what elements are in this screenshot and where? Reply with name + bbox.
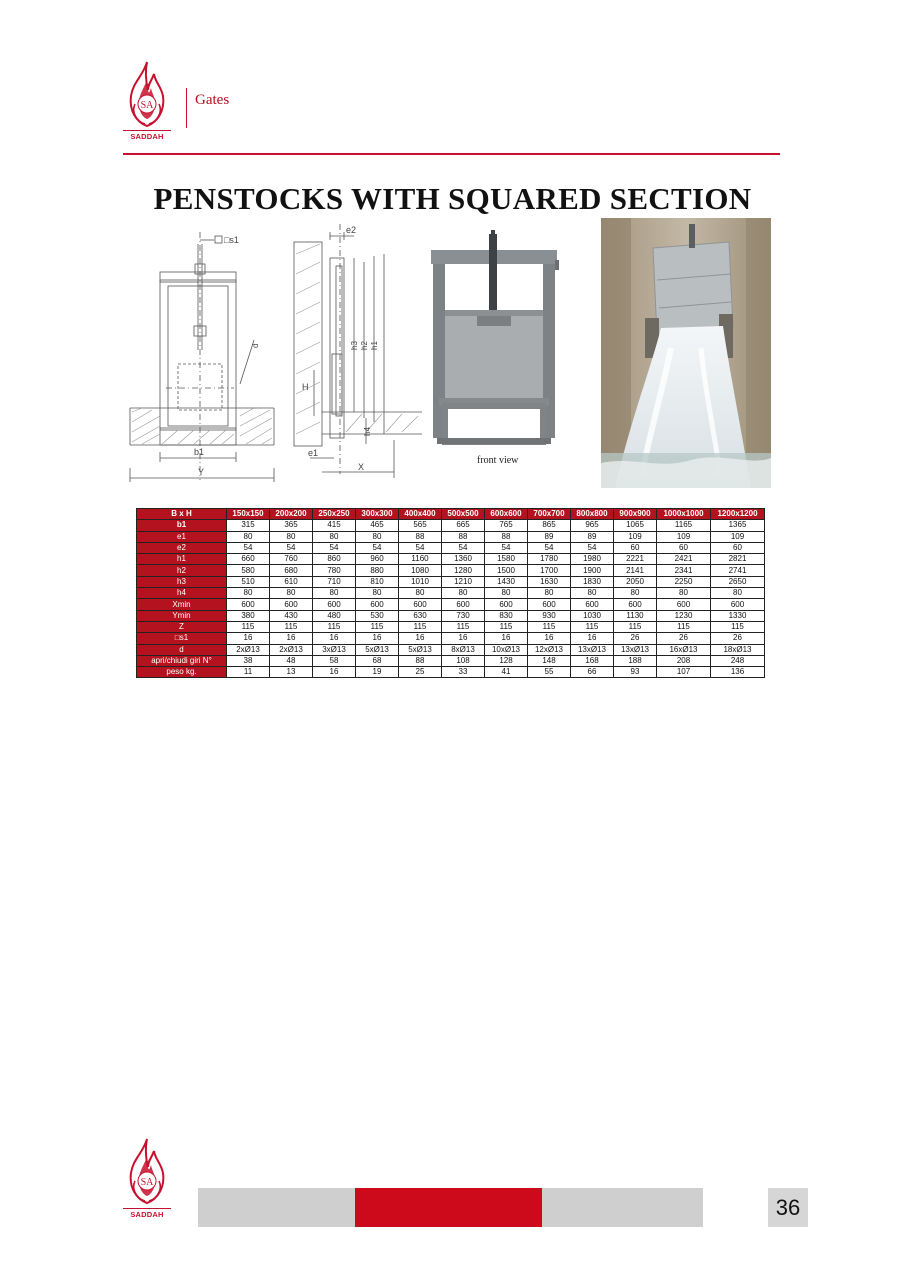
table-row: [137, 576, 765, 587]
table-cell: 208: [657, 655, 711, 666]
table-cell: 1830: [571, 576, 614, 587]
table-cell: 25: [399, 667, 442, 678]
section-label: Gates: [195, 92, 230, 108]
table-row: [137, 621, 765, 632]
table-cell: 16xØ13: [657, 644, 711, 655]
table-cell: 55: [528, 667, 571, 678]
table-cell: 109: [614, 531, 657, 542]
table-cell: 109: [657, 531, 711, 542]
row-label: □s1: [137, 633, 227, 644]
table-cell: 2421: [657, 554, 711, 565]
table-cell: 1900: [571, 565, 614, 576]
row-label: e1: [137, 531, 227, 542]
table-cell: 54: [227, 542, 270, 553]
installed-penstock-photo: [601, 218, 771, 488]
table-cell: 19: [356, 667, 399, 678]
table-cell: 665: [442, 520, 485, 531]
row-label: peso kg.: [137, 667, 227, 678]
table-cell: 54: [313, 542, 356, 553]
table-cell: 80: [227, 531, 270, 542]
table-cell: 600: [270, 599, 313, 610]
table-cell: 26: [614, 633, 657, 644]
column-header: 900x900: [614, 509, 657, 520]
table-cell: 830: [485, 610, 528, 621]
table-cell: 600: [657, 599, 711, 610]
table-cell: 16: [528, 633, 571, 644]
table-cell: 108: [442, 655, 485, 666]
table-cell: 2xØ13: [227, 644, 270, 655]
table-cell: 315: [227, 520, 270, 531]
table-cell: 16: [313, 667, 356, 678]
table-cell: 26: [711, 633, 765, 644]
column-header: 400x400: [399, 509, 442, 520]
table-row: [137, 644, 765, 655]
table-cell: 1500: [485, 565, 528, 576]
table-cell: 1360: [442, 554, 485, 565]
table-cell: 365: [270, 520, 313, 531]
table-cell: 80: [356, 531, 399, 542]
table-cell: 710: [313, 576, 356, 587]
table-cell: 54: [356, 542, 399, 553]
dim-label-h: H: [302, 382, 309, 392]
header-divider: [186, 88, 187, 128]
table-cell: 10xØ13: [485, 644, 528, 655]
table-cell: 16: [313, 633, 356, 644]
table-cell: 168: [571, 655, 614, 666]
table-row: [137, 554, 765, 565]
table-cell: 115: [528, 621, 571, 632]
table-cell: 8xØ13: [442, 644, 485, 655]
table-cell: 16: [356, 633, 399, 644]
table-cell: 600: [356, 599, 399, 610]
table-cell: 1165: [657, 520, 711, 531]
table-cell: 115: [571, 621, 614, 632]
table-cell: 1130: [614, 610, 657, 621]
column-header: 500x500: [442, 509, 485, 520]
table-cell: 765: [485, 520, 528, 531]
table-corner-cell: B x H: [137, 509, 227, 520]
penstock-spec-table: [136, 508, 765, 678]
page-number: 36: [768, 1188, 808, 1227]
table-cell: 1030: [571, 610, 614, 621]
table-row: [137, 542, 765, 553]
front-view-caption: front view: [477, 455, 519, 466]
logo-brand-name: SADDAH: [130, 132, 164, 141]
dim-label-e1: e1: [308, 448, 319, 458]
table-cell: 128: [485, 655, 528, 666]
dim-label-h3: h3: [350, 341, 359, 350]
table-cell: 780: [313, 565, 356, 576]
table-cell: 16: [399, 633, 442, 644]
column-header: 600x600: [485, 509, 528, 520]
table-cell: 80: [356, 588, 399, 599]
table-cell: 80: [270, 531, 313, 542]
table-cell: 80: [227, 588, 270, 599]
table-cell: 80: [399, 588, 442, 599]
table-cell: 54: [485, 542, 528, 553]
table-cell: 33: [442, 667, 485, 678]
table-cell: 1580: [485, 554, 528, 565]
table-cell: 12xØ13: [528, 644, 571, 655]
column-header: 1200x1200: [711, 509, 765, 520]
table-cell: 109: [711, 531, 765, 542]
table-cell: 16: [270, 633, 313, 644]
table-cell: 480: [313, 610, 356, 621]
table-cell: 54: [571, 542, 614, 553]
table-cell: 1010: [399, 576, 442, 587]
table-cell: 415: [313, 520, 356, 531]
table-cell: 80: [270, 588, 313, 599]
table-cell: 115: [711, 621, 765, 632]
table-cell: 80: [528, 588, 571, 599]
row-label: Ymin: [137, 610, 227, 621]
table-row: [137, 599, 765, 610]
table-cell: 188: [614, 655, 657, 666]
table-cell: 1065: [614, 520, 657, 531]
table-cell: 960: [356, 554, 399, 565]
table-cell: 248: [711, 655, 765, 666]
table-cell: 1700: [528, 565, 571, 576]
row-label: h4: [137, 588, 227, 599]
table-cell: 600: [313, 599, 356, 610]
table-cell: 93: [614, 667, 657, 678]
table-cell: 107: [657, 667, 711, 678]
dim-label-b1: b1: [194, 447, 205, 457]
dim-label-h1: h1: [370, 341, 379, 350]
table-cell: 115: [227, 621, 270, 632]
dim-label-h2: h2: [360, 341, 369, 350]
table-cell: 865: [528, 520, 571, 531]
row-label: apri/chiudi giri N°: [137, 655, 227, 666]
table-cell: 2821: [711, 554, 765, 565]
table-row: [137, 655, 765, 666]
table-cell: 5xØ13: [399, 644, 442, 655]
table-cell: 115: [356, 621, 399, 632]
table-cell: 80: [313, 588, 356, 599]
table-cell: 1160: [399, 554, 442, 565]
table-header-row: [137, 509, 765, 520]
table-cell: 18xØ13: [711, 644, 765, 655]
column-header: 200x200: [270, 509, 313, 520]
table-cell: 80: [313, 531, 356, 542]
table-cell: 1780: [528, 554, 571, 565]
table-cell: 115: [313, 621, 356, 632]
dim-label-x: X: [358, 462, 365, 472]
table-cell: 13xØ13: [614, 644, 657, 655]
table-cell: 2050: [614, 576, 657, 587]
table-cell: 2221: [614, 554, 657, 565]
table-row: [137, 588, 765, 599]
table-cell: 465: [356, 520, 399, 531]
table-cell: 38: [227, 655, 270, 666]
table-cell: 600: [399, 599, 442, 610]
table-cell: 2741: [711, 565, 765, 576]
table-cell: 16: [571, 633, 614, 644]
table-cell: 1430: [485, 576, 528, 587]
table-cell: 2250: [657, 576, 711, 587]
table-cell: 89: [571, 531, 614, 542]
dim-label-y: Y: [198, 467, 205, 477]
row-label: h2: [137, 565, 227, 576]
front-elevation-drawing: [122, 230, 282, 488]
table-cell: 1330: [711, 610, 765, 621]
table-cell: 1280: [442, 565, 485, 576]
table-cell: 600: [571, 599, 614, 610]
row-label: Xmin: [137, 599, 227, 610]
table-row: [137, 610, 765, 621]
table-cell: 1230: [657, 610, 711, 621]
table-cell: 565: [399, 520, 442, 531]
table-cell: 810: [356, 576, 399, 587]
table-cell: 2341: [657, 565, 711, 576]
table-cell: 88: [485, 531, 528, 542]
row-label: h3: [137, 576, 227, 587]
flame-icon: [121, 60, 173, 130]
table-cell: 13: [270, 667, 313, 678]
table-cell: 60: [657, 542, 711, 553]
table-cell: 600: [227, 599, 270, 610]
table-cell: 630: [399, 610, 442, 621]
table-cell: 580: [227, 565, 270, 576]
column-header: 800x800: [571, 509, 614, 520]
table-cell: 965: [571, 520, 614, 531]
dim-label-e2: e2: [346, 225, 357, 235]
table-cell: 1630: [528, 576, 571, 587]
table-cell: 115: [614, 621, 657, 632]
footer-saddah-logo: [121, 1136, 173, 1224]
table-cell: 1365: [711, 520, 765, 531]
table-cell: 54: [528, 542, 571, 553]
header-rule: [123, 153, 780, 155]
table-cell: 48: [270, 655, 313, 666]
table-cell: 60: [711, 542, 765, 553]
table-cell: 880: [356, 565, 399, 576]
table-cell: 26: [657, 633, 711, 644]
table-cell: 80: [711, 588, 765, 599]
row-label: b1: [137, 520, 227, 531]
footer-logo-brand-name: SADDAH: [130, 1210, 164, 1219]
table-cell: 148: [528, 655, 571, 666]
column-header: 150x150: [227, 509, 270, 520]
table-cell: 11: [227, 667, 270, 678]
table-row: [137, 565, 765, 576]
table-cell: 1210: [442, 576, 485, 587]
flame-icon: [121, 1136, 173, 1208]
table-cell: 16: [227, 633, 270, 644]
row-label: d: [137, 644, 227, 655]
table-cell: 600: [528, 599, 571, 610]
table-cell: 930: [528, 610, 571, 621]
table-cell: 660: [227, 554, 270, 565]
table-cell: 16: [442, 633, 485, 644]
table-cell: 860: [313, 554, 356, 565]
row-label: Z: [137, 621, 227, 632]
table-row: [137, 633, 765, 644]
column-header: 250x250: [313, 509, 356, 520]
table-cell: 2xØ13: [270, 644, 313, 655]
table-cell: 80: [442, 588, 485, 599]
table-cell: 5xØ13: [356, 644, 399, 655]
column-header: 700x700: [528, 509, 571, 520]
table-row: [137, 531, 765, 542]
table-cell: 88: [399, 655, 442, 666]
table-cell: 730: [442, 610, 485, 621]
table-cell: 41: [485, 667, 528, 678]
table-cell: 680: [270, 565, 313, 576]
table-cell: 115: [485, 621, 528, 632]
footer-red-block: [355, 1188, 542, 1227]
table-row: [137, 667, 765, 678]
table-cell: 66: [571, 667, 614, 678]
table-cell: 54: [399, 542, 442, 553]
page-title: PENSTOCKS WITH SQUARED SECTION: [153, 181, 752, 216]
table-cell: 54: [270, 542, 313, 553]
table-cell: 600: [614, 599, 657, 610]
footer-logo-monogram: SA: [140, 1177, 154, 1188]
table-cell: 58: [313, 655, 356, 666]
penstock-front-view-image: [425, 230, 593, 470]
dim-label-d: d: [251, 343, 260, 348]
table-cell: 88: [442, 531, 485, 542]
table-cell: 115: [399, 621, 442, 632]
table-cell: 1080: [399, 565, 442, 576]
saddah-logo: [121, 60, 173, 146]
table-cell: 115: [270, 621, 313, 632]
side-section-drawing: [290, 222, 426, 486]
column-header: 1000x1000: [657, 509, 711, 520]
table-cell: 88: [399, 531, 442, 542]
table-cell: 510: [227, 576, 270, 587]
table-cell: 16: [485, 633, 528, 644]
table-row: [137, 520, 765, 531]
table-cell: 600: [711, 599, 765, 610]
table-cell: 54: [442, 542, 485, 553]
table-cell: 530: [356, 610, 399, 621]
table-cell: 68: [356, 655, 399, 666]
table-cell: 136: [711, 667, 765, 678]
table-cell: 430: [270, 610, 313, 621]
table-cell: 760: [270, 554, 313, 565]
table-cell: 80: [485, 588, 528, 599]
table-cell: 3xØ13: [313, 644, 356, 655]
table-cell: 80: [614, 588, 657, 599]
table-cell: 13xØ13: [571, 644, 614, 655]
table-cell: 80: [571, 588, 614, 599]
table-cell: 115: [442, 621, 485, 632]
logo-monogram: SA: [140, 100, 154, 111]
table-cell: 610: [270, 576, 313, 587]
row-label: e2: [137, 542, 227, 553]
table-cell: 80: [657, 588, 711, 599]
table-cell: 2650: [711, 576, 765, 587]
dim-label-h4: h4: [363, 427, 372, 436]
table-cell: 60: [614, 542, 657, 553]
table-cell: 600: [485, 599, 528, 610]
table-cell: 1980: [571, 554, 614, 565]
table-cell: 89: [528, 531, 571, 542]
table-cell: 115: [657, 621, 711, 632]
table-cell: 600: [442, 599, 485, 610]
table-cell: 2141: [614, 565, 657, 576]
table-cell: 380: [227, 610, 270, 621]
dim-label-s1: □s1: [224, 235, 239, 245]
column-header: 300x300: [356, 509, 399, 520]
row-label: h1: [137, 554, 227, 565]
